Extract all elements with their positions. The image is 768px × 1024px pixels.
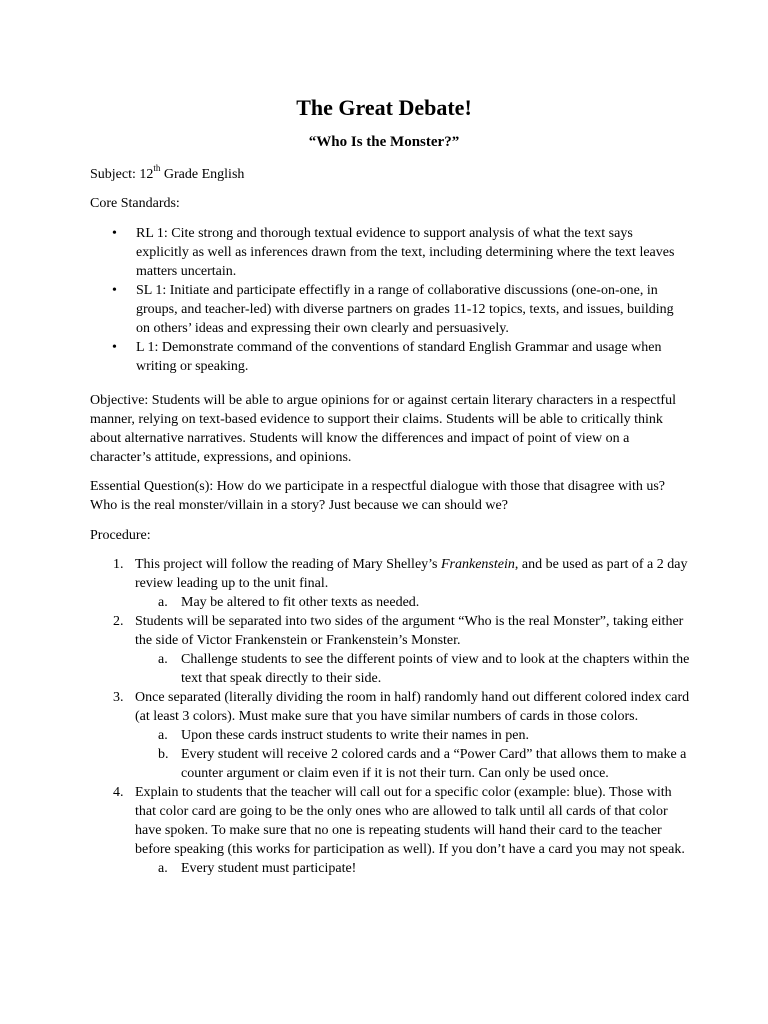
sub-step-letter: a. bbox=[158, 861, 168, 876]
standard-text: RL 1: Cite strong and thorough textual evidence to support analysis of what the text says explicitly as well as inferences drawn from the text, including determining where the text leaves matters uncertain. bbox=[136, 226, 675, 279]
sub-step-list bbox=[135, 593, 690, 612]
step-text-part: , and be used as part of a 2 day review leading up to the unit final. bbox=[135, 557, 688, 591]
step-number: 4. bbox=[113, 785, 124, 800]
sub-step-letter: a. bbox=[158, 728, 168, 743]
procedure-step bbox=[90, 688, 690, 783]
bullet-icon: • bbox=[112, 226, 117, 241]
sub-step-list bbox=[135, 859, 690, 878]
page-subtitle: “Who Is the Monster?” bbox=[308, 134, 460, 150]
step-number: 3. bbox=[113, 690, 124, 705]
sub-step bbox=[135, 859, 690, 878]
step-text: Students will be separated into two sides of the argument “Who is the real Monster”, taking either the side of Victor Frankenstein or Frankenstein’s Monster. bbox=[135, 614, 684, 648]
step-text-part: This project will follow the reading of Mary Shelley’s bbox=[135, 557, 441, 572]
step-text: Once separated (literally dividing the room in half) randomly hand out different colored index card (at least 3 colors). Must make sure that you have similar numbers of cards in those colors. bbox=[135, 690, 690, 724]
procedure-heading: Procedure: bbox=[90, 528, 151, 543]
sub-step-text: May be altered to fit other texts as needed. bbox=[181, 595, 420, 610]
standard-text: L 1: Demonstrate command of the conventions of standard English Grammar and usage when writing or speaking. bbox=[136, 340, 662, 374]
bullet-icon: • bbox=[112, 283, 117, 298]
book-title: Frankenstein bbox=[441, 557, 515, 572]
subject-suffix: Grade English bbox=[160, 167, 245, 182]
sub-step-letter: b. bbox=[158, 747, 169, 762]
standard-item bbox=[90, 281, 680, 338]
sub-step bbox=[135, 726, 690, 745]
subject-prefix: Subject: 12 bbox=[90, 167, 154, 182]
bullet-icon: • bbox=[112, 340, 117, 355]
step-number: 2. bbox=[113, 614, 124, 629]
sub-step-text: Every student will receive 2 colored cards and a “Power Card” that allows them to make a counter argument or claim even if it is not their turn. Can only be used once. bbox=[181, 747, 687, 781]
core-standards-heading: Core Standards: bbox=[90, 196, 180, 211]
standard-item bbox=[90, 338, 680, 376]
step-number: 1. bbox=[113, 557, 124, 572]
procedure-step bbox=[90, 555, 690, 612]
standard-item bbox=[90, 224, 680, 281]
sub-step-text: Every student must participate! bbox=[181, 861, 357, 876]
procedure-step bbox=[90, 783, 690, 878]
essential-question-paragraph: Essential Question(s): How do we participate in a respectful dialogue with those that disagree with us? Who is the real monster/villain in a story? Just because we can should we? bbox=[90, 479, 666, 513]
subject-superscript: th bbox=[153, 163, 161, 174]
sub-step bbox=[135, 593, 690, 612]
procedure-step bbox=[90, 612, 690, 688]
subject-line bbox=[90, 165, 680, 184]
sub-step-letter: a. bbox=[158, 652, 168, 667]
step-text: Explain to students that the teacher will call out for a specific color (example: blue). Those with that color card are going to be the only ones who are allowed to talk until all cards of that color have spoken. To make sure that no one is repeating students will hand their card to the teacher before speaking (this works for participation as well). If you don’t have a card you may not speak. bbox=[135, 785, 685, 857]
sub-step-text: Upon these cards instruct students to write their names in pen. bbox=[181, 728, 529, 743]
objective-paragraph: Objective: Students will be able to argue opinions for or against certain literary characters in a respectful manner, relying on text-based evidence to support their claims. Students will be able to critically think about alternative narratives. Students will know the differences and impact of point of view on a character’s attitude, expressions, and opinions. bbox=[90, 393, 676, 465]
step-text bbox=[135, 557, 687, 591]
sub-step-list bbox=[135, 650, 690, 688]
standard-text: SL 1: Initiate and participate effectifly in a range of collaborative discussions (one-on-one, in groups, and teacher-led) with diverse partners on grades 11-12 topics, texts, and issues, building on others’ ideas and expressing their own clearly and persuasively. bbox=[136, 283, 674, 336]
sub-step bbox=[135, 650, 690, 688]
page-title: The Great Debate! bbox=[296, 95, 472, 120]
procedure-list bbox=[90, 555, 690, 878]
sub-step-list bbox=[135, 726, 690, 783]
sub-step-text: Challenge students to see the different points of view and to look at the chapters within the text that speak directly to their side. bbox=[181, 652, 690, 686]
sub-step-letter: a. bbox=[158, 595, 168, 610]
standards-list bbox=[90, 224, 680, 376]
sub-step bbox=[135, 745, 690, 783]
